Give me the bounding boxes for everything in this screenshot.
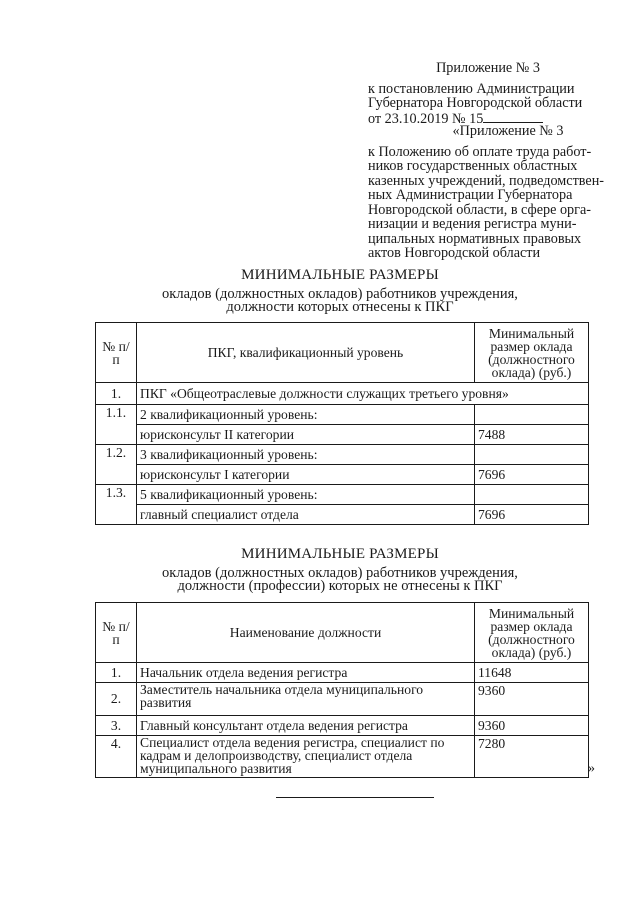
section2-subtitle-line: окладов (должностных окладов) работников учреждения, [162,565,518,581]
table-row [96,683,589,716]
row-number: 1.1. [96,405,137,445]
appendix-line: Губернатора Новгородской области [368,95,583,111]
bottom-divider-line [276,797,434,798]
position-name: Главный консультант отдела ведения регистра [137,716,475,736]
qualification-level: 5 квалификационный уровень: [137,485,475,505]
section1-subtitle [95,288,585,314]
position-name: Начальник отдела ведения регистра [137,663,475,683]
table-row [96,485,589,505]
non-pkg-salary-table [95,602,589,778]
position-name: юрисконсульт I категории [137,465,475,485]
pkg-salary-table [95,322,589,525]
table-row [96,465,589,485]
column-header-number: № п/п [96,603,137,663]
row-number: 1. [96,663,137,683]
row-number: 1.2. [96,445,137,485]
group-number: 1. [96,383,137,405]
row-number: 2. [96,683,137,716]
qualification-level: 2 квалификационный уровень: [137,405,475,425]
regulation-appendix-line: к Положению об оплате труда работ- [368,143,592,160]
section1-title: МИНИМАЛЬНЫЕ РАЗМЕРЫ [241,267,439,283]
table-row [96,425,589,445]
table-row [96,405,589,425]
regulation-appendix-line: ников государственных областных [368,158,578,174]
regulation-appendix-title: «Приложение № 3 [452,123,564,139]
regulation-appendix-line: актов Новгородской области [368,245,541,261]
appendix-title: Приложение № 3 [436,60,540,76]
regulation-appendix-line: ных Администрации Губернатора [368,187,573,203]
salary-amount: 7488 [475,425,589,445]
column-header-number: № п/п [96,323,137,383]
section2-title: МИНИМАЛЬНЫЕ РАЗМЕРЫ [241,546,439,562]
salary-amount: 7280 [475,736,589,778]
section1-subtitle-line: окладов (должностных окладов) работников учреждения, [162,286,518,302]
table-group-row [96,383,589,405]
section2-subtitle-line: должности (профессии) которых не отнесены к ПКГ [177,578,503,594]
row-number: 1.3. [96,485,137,525]
column-header-name: Наименование должности [137,603,475,663]
closing-quote: » [588,761,595,776]
regulation-appendix-line: казенных учреждений, подведомствен- [368,172,605,189]
salary-amount: 9360 [475,716,589,736]
section1-heading [95,267,585,314]
qualification-level: 3 квалификационный уровень: [137,445,475,465]
regulation-appendix-header [368,124,608,261]
section2-heading [95,546,585,593]
salary-amount: 9360 [475,683,589,716]
regulation-appendix-line: низации и ведения регистра муни- [368,216,577,232]
empty-cell [475,485,589,505]
row-number: 3. [96,716,137,736]
table-row [96,445,589,465]
group-title: ПКГ «Общеотраслевые должности служащих третьего уровня» [137,383,589,405]
position-name: главный специалист отдела [137,505,475,525]
appendix-date-number: от 23.10.2019 № 15 [368,110,484,127]
table-header-row [96,323,589,383]
column-header-amount: Минимальный размер оклада (должностного оклада) (руб.) [475,603,589,663]
salary-amount: 7696 [475,465,589,485]
column-header-amount: Минимальный размер оклада (должностного оклада) (руб.) [475,323,589,383]
position-name: Специалист отдела ведения регистра, специалист по кадрам и делопроизводству, специалист отдела муниципального развития [137,736,475,778]
position-name: Заместитель начальника отдела муниципального развития [137,683,475,716]
table-row [96,716,589,736]
appendix-line: к постановлению Администрации [368,80,575,97]
regulation-appendix-line: ципальных нормативных правовых [368,230,582,247]
table-header-row [96,603,589,663]
column-header-name: ПКГ, квалификационный уровень [137,323,475,383]
empty-cell [475,445,589,465]
empty-cell [475,405,589,425]
appendix-header [368,61,608,126]
section1-subtitle-line: должности которых отнесены к ПКГ [226,299,454,315]
row-number: 4. [96,736,137,778]
table-row [96,736,589,778]
table-row [96,505,589,525]
number-blank-line [483,111,543,123]
table-row [96,663,589,683]
regulation-appendix-line: Новгородской области, в сфере орга- [368,201,591,218]
salary-amount: 11648 [475,663,589,683]
salary-amount: 7696 [475,505,589,525]
position-name: юрисконсульт II категории [137,425,475,445]
section2-subtitle [95,567,585,593]
